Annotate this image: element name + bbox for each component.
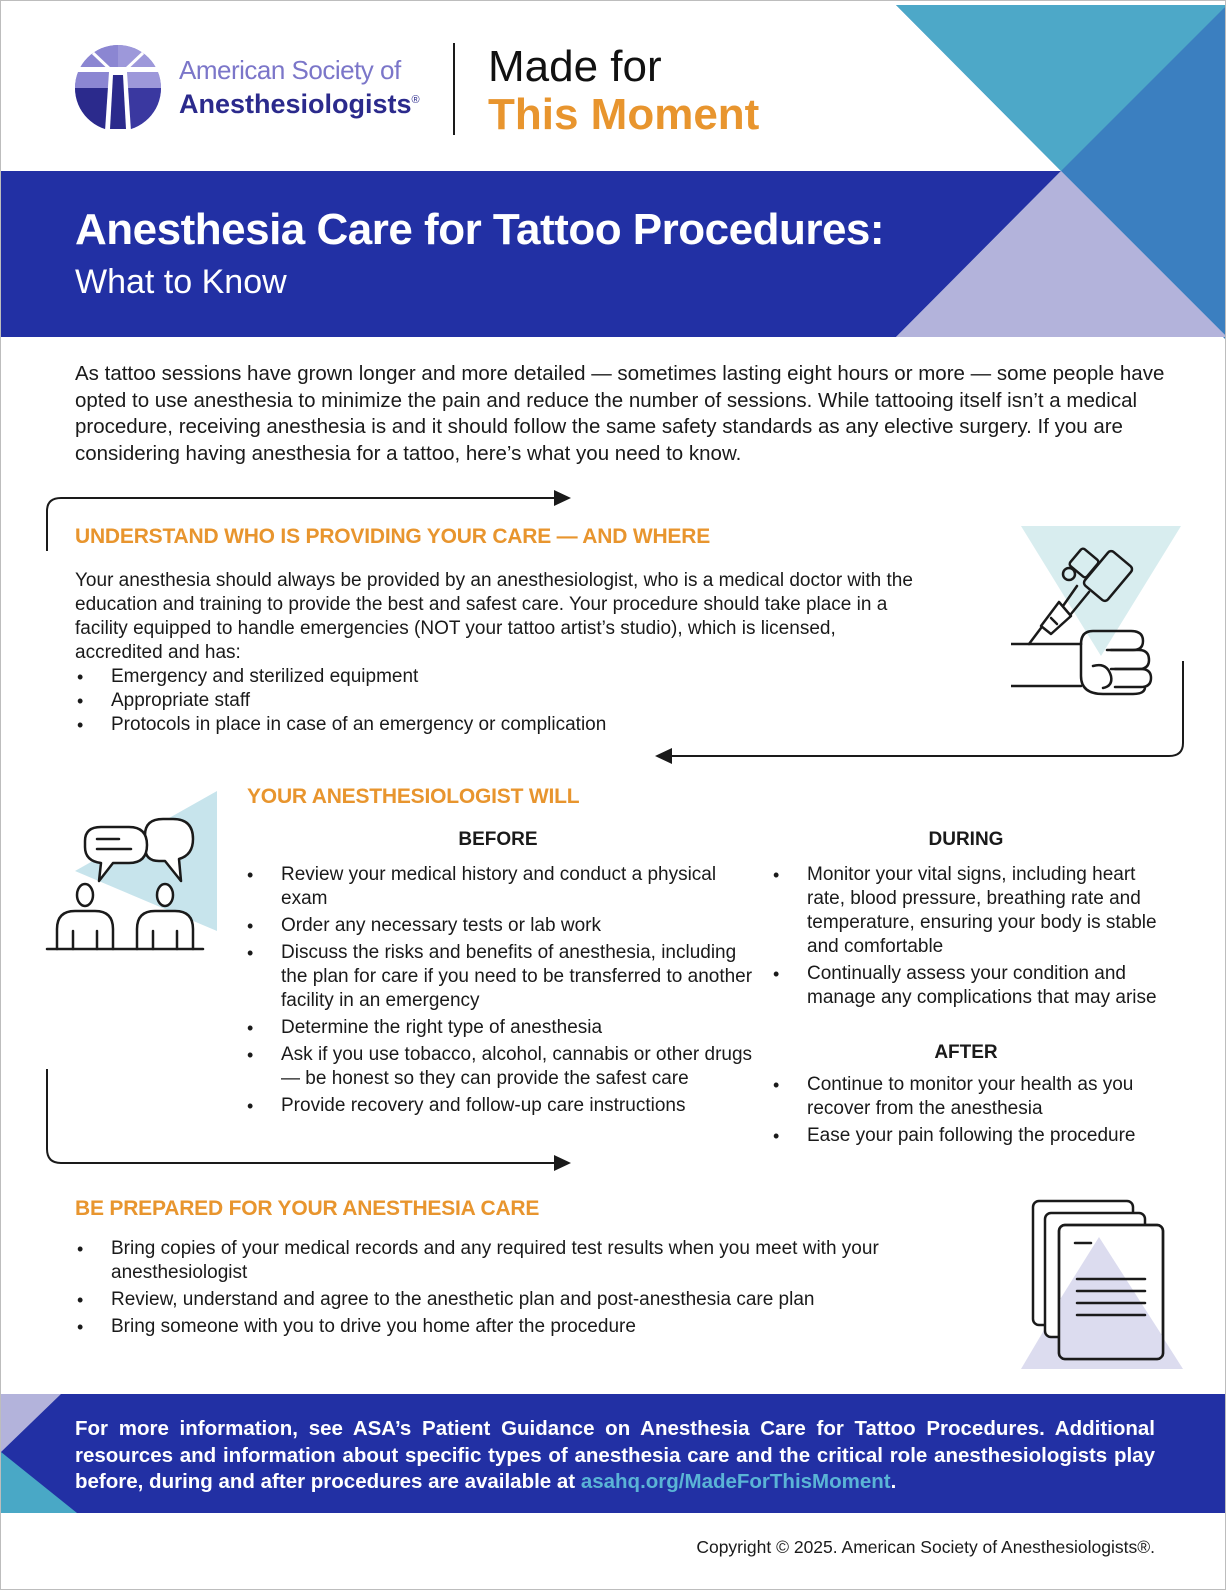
before-list [245, 863, 755, 1121]
section1-body [75, 569, 925, 737]
after-heading: AFTER [934, 1042, 998, 1063]
after-list [771, 1073, 1171, 1151]
before-heading: BEFORE [458, 829, 538, 850]
list-item: • Monitor your vital signs, including heart rate, blood pressure, breathing rate and temperature, ensuring your body is stable and comfortable [771, 863, 1171, 959]
conversation-icon [45, 789, 225, 961]
footer-message: For more information, see ASA’s Patient Guidance on Anesthesia Care for Tattoo Procedures. Additional resources and information about specific types of anesthesia care and the critical role anesthesiologists play before, during and after procedures are available at [75, 1417, 1155, 1493]
list-item: • Order any necessary tests or lab work [245, 914, 755, 938]
org-name-line2: Anesthesiologists® [179, 89, 420, 119]
section3-list [75, 1237, 895, 1342]
section1-list [75, 665, 925, 737]
list-item: • Bring copies of your medical records and any required test results when you meet with your anesthesiologist [75, 1237, 895, 1285]
tattoo-machine-icon [1011, 526, 1186, 711]
intro-paragraph: As tattoo sessions have grown longer and more detailed — sometimes lasting eight hours or more — some people have opted to use anesthesia to minimize the pain and reduce the number of sessions. While tattooing itself isn’t a medical procedure, receiving anesthesia is and it should follow the same safety standards as any elective surgery. If you are considering having anesthesia for a tattoo, here’s what you need to know. [75, 362, 1165, 465]
list-item: • Provide recovery and follow-up care instructions [245, 1094, 755, 1118]
page-title: Anesthesia Care for Tattoo Procedures: [75, 205, 885, 254]
copyright: Copyright © 2025. American Society of Anesthesiologists®. [696, 1537, 1155, 1557]
list-item: • Appropriate staff [75, 689, 925, 713]
list-item: • Continue to monitor your health as you recover from the anesthesia [771, 1073, 1171, 1121]
list-item: • Discuss the risks and benefits of anesthesia, including the plan for care if you need to be transferred to another facility in an emergency [245, 941, 755, 1013]
section2-title: YOUR ANESTHESIOLOGIST WILL [247, 785, 580, 808]
list-item: • Ask if you use tobacco, alcohol, cannabis or other drugs — be honest so they can provide the safest care [245, 1043, 755, 1091]
footer-decoration [1, 1394, 81, 1513]
registered-mark: ® [411, 94, 420, 106]
list-item: • Bring someone with you to drive you home after the procedure [75, 1315, 895, 1339]
section1-paragraph: Your anesthesia should always be provided by an anesthesiologist, who is a medical doctor with the education and training to provide the best and safest care. Your procedure should take place in a facility equipped to handle emergencies (NOT your tattoo artist’s studio), which is licensed, accredited and has: [75, 570, 913, 663]
documents-icon [1019, 1197, 1187, 1369]
during-heading: DURING [928, 829, 1004, 850]
list-item: • Review, understand and agree to the anesthetic plan and post-anesthesia care plan [75, 1288, 895, 1312]
section1-title: UNDERSTAND WHO IS PROVIDING YOUR CARE — AND WHERE [75, 525, 711, 548]
page-subtitle: What to Know [75, 263, 287, 301]
list-item: • Emergency and sterilized equipment [75, 665, 925, 689]
list-item: • Determine the right type of anesthesia [245, 1016, 755, 1040]
section3-title: BE PREPARED FOR YOUR ANESTHESIA CARE [75, 1197, 540, 1220]
footer-end: . [890, 1470, 897, 1493]
tagline-line2: This Moment [488, 90, 760, 139]
during-list [771, 863, 1171, 1013]
footer-link[interactable]: asahq.org/MadeForThisMoment [580, 1470, 891, 1493]
list-item: • Protocols in place in case of an emergency or complication [75, 713, 925, 737]
org-name-line1: American Society of [179, 55, 401, 85]
list-item: • Ease your pain following the procedure [771, 1124, 1171, 1148]
footer-text [75, 1416, 1155, 1496]
list-item: • Continually assess your condition and manage any complications that may arise [771, 962, 1171, 1010]
list-item: • Review your medical history and conduct a physical exam [245, 863, 755, 911]
tagline-line1: Made for [488, 42, 662, 91]
